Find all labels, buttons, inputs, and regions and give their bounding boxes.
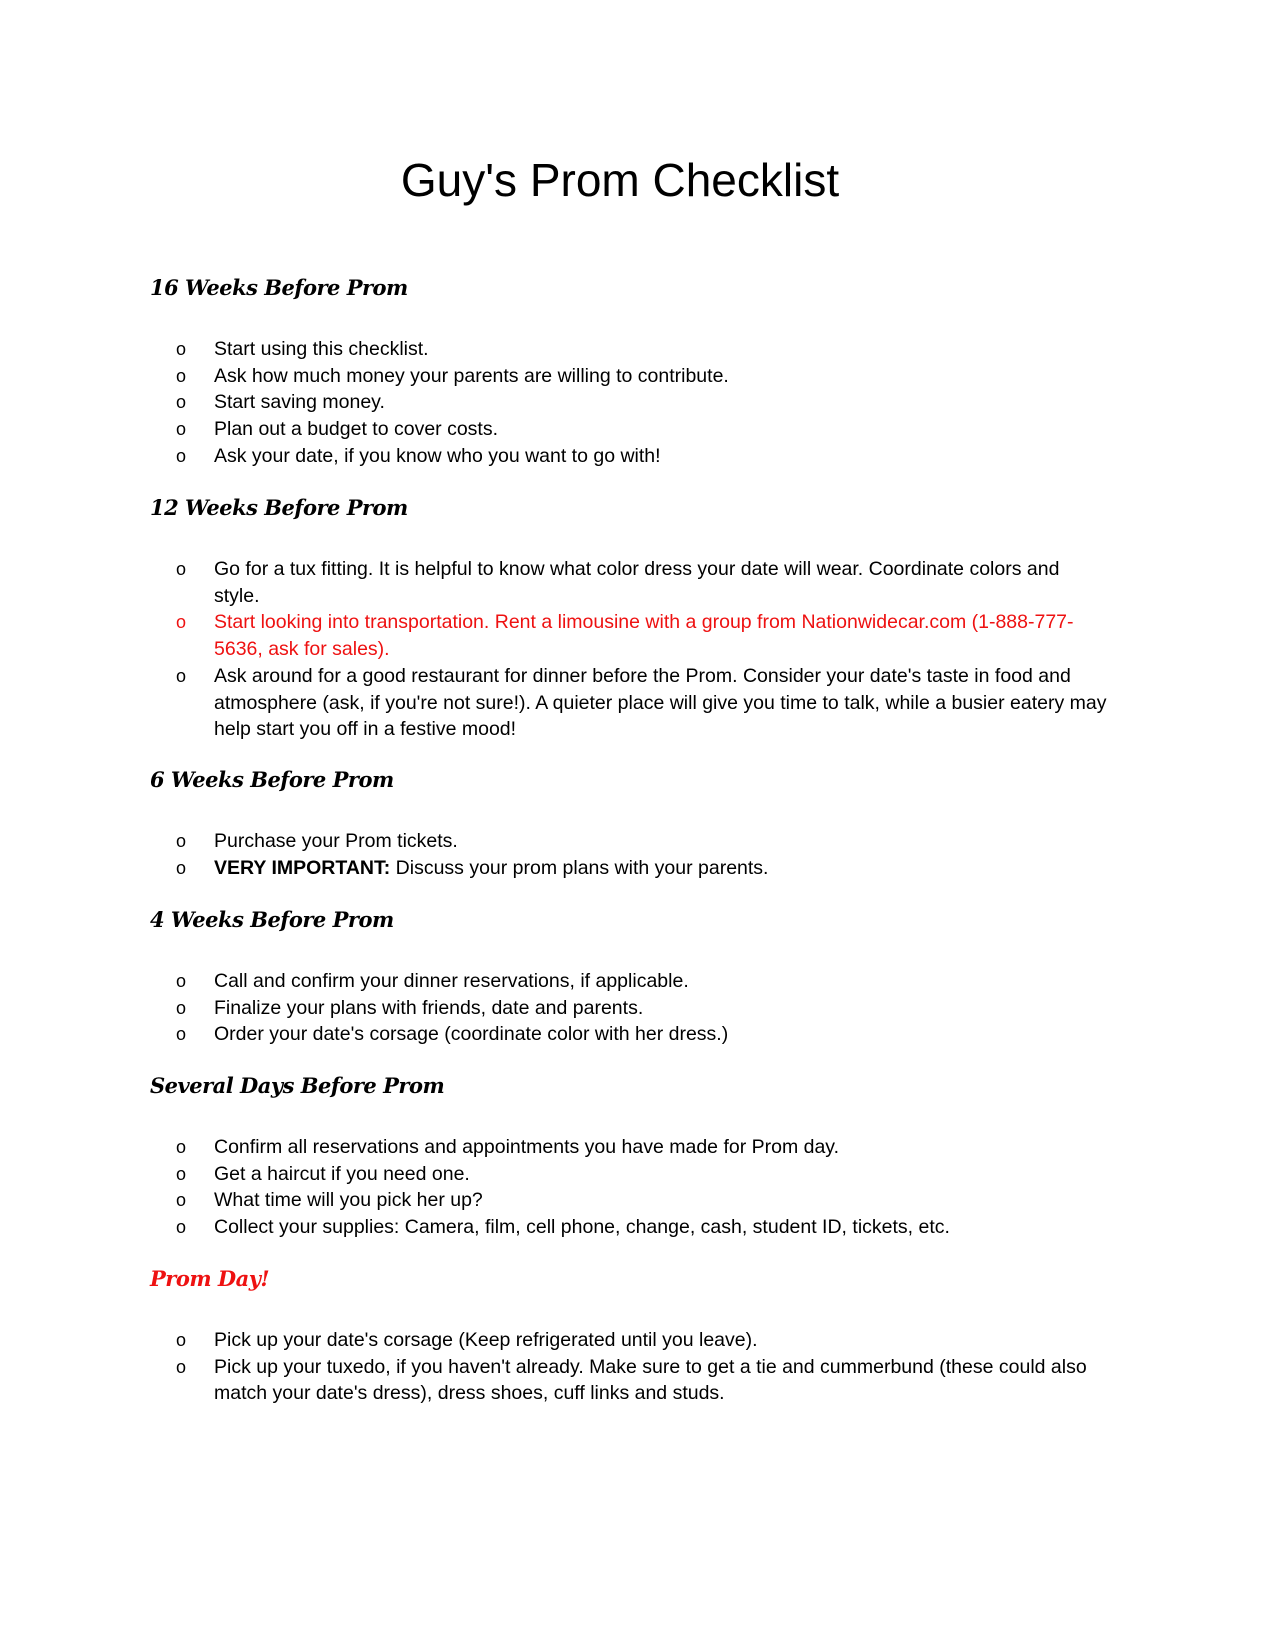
- checklist-item: o Call and confirm your dinner reservations, if applicable.: [150, 968, 1110, 995]
- checklist: [150, 828, 1110, 881]
- section-several-days: [150, 1072, 1110, 1241]
- checklist-item: o Plan out a budget to cover costs.: [150, 416, 1110, 443]
- section-4-weeks: [150, 906, 1110, 1048]
- bullet-icon: o: [176, 857, 187, 878]
- checklist-item: o Purchase your Prom tickets.: [150, 828, 1110, 855]
- checklist-item: o Get a haircut if you need one.: [150, 1161, 1110, 1188]
- bullet-icon: o: [176, 339, 187, 359]
- bullet-icon: o: [176, 612, 187, 633]
- checklist-item: o Start using this checklist.: [150, 336, 1110, 363]
- section-6-weeks: [150, 766, 1110, 881]
- checklist-item: o Go for a tux fitting. It is helpful to know what color dress your date will wear. Coordinate colors and style.: [176, 558, 1060, 607]
- section-heading: 16 Weeks Before Prom: [150, 275, 408, 300]
- bullet-icon: o: [176, 419, 187, 440]
- section-prom-day: [150, 1265, 1110, 1407]
- bullet-icon: o: [176, 1217, 187, 1238]
- bullet-icon: o: [176, 1356, 187, 1377]
- bullet-icon: o: [176, 445, 187, 466]
- bullet-icon: o: [176, 971, 187, 991]
- checklist-item: o VERY IMPORTANT: Discuss your prom plans with your parents.: [150, 855, 1110, 882]
- page-title: Guy's Prom Checklist: [400, 153, 840, 206]
- checklist-item: o Ask how much money your parents are willing to contribute.: [150, 363, 1110, 390]
- checklist: [150, 968, 1110, 1048]
- bullet-icon: o: [176, 831, 187, 851]
- bullet-icon: o: [176, 1163, 187, 1184]
- bullet-icon: o: [176, 665, 187, 686]
- checklist-item: o Ask around for a good restaurant for dinner before the Prom. Consider your date's taste in food and atmosphere (ask, if you're not sure!). A quieter place will give you time to talk, while a busier eatery may help start you off in a festive mood!: [176, 664, 1107, 741]
- bullet-icon: o: [176, 392, 187, 413]
- bullet-icon: o: [176, 1137, 187, 1157]
- section-heading-highlighted: Prom Day!: [150, 1266, 270, 1291]
- checklist-item: o Start saving money.: [150, 389, 1110, 416]
- section-heading: Several Days Before Prom: [150, 1073, 445, 1098]
- checklist-item-highlighted: o Start looking into transportation. Rent a limousine with a group from Nationwidecar.com (1-888-777-5636, ask for sales).: [176, 611, 1074, 661]
- checklist-item: o Order your date's corsage (coordinate color with her dress.): [150, 1021, 1110, 1048]
- checklist: [150, 556, 1110, 743]
- bullet-icon: o: [176, 1330, 187, 1350]
- checklist-item: o What time will you pick her up?: [150, 1187, 1110, 1214]
- checklist-item: o Confirm all reservations and appointments you have made for Prom day.: [150, 1134, 1110, 1161]
- checklist: [150, 1134, 1110, 1241]
- emphasis-label: VERY IMPORTANT:: [214, 856, 391, 879]
- bullet-icon: o: [176, 559, 187, 579]
- section-heading: 6 Weeks Before Prom: [150, 767, 394, 792]
- checklist-item: o Pick up your date's corsage (Keep refrigerated until you leave).: [150, 1327, 1110, 1354]
- section-heading: 4 Weeks Before Prom: [150, 907, 394, 932]
- checklist-item: o Collect your supplies: Camera, film, cell phone, change, cash, student ID, tickets, etc.: [150, 1214, 1110, 1241]
- bullet-icon: o: [176, 997, 187, 1018]
- checklist-item: o Ask your date, if you know who you want to go with!: [150, 443, 1110, 470]
- checklist: [150, 336, 1110, 470]
- section-heading: 12 Weeks Before Prom: [150, 495, 408, 520]
- checklist-item: o Finalize your plans with friends, date and parents.: [150, 995, 1110, 1022]
- bullet-icon: o: [176, 1190, 187, 1211]
- checklist-item: o Pick up your tuxedo, if you haven't already. Make sure to get a tie and cummerbund (these could also match your date's dress), dress shoes, cuff links and studs.: [176, 1355, 1087, 1405]
- bullet-icon: o: [176, 1024, 187, 1045]
- section-16-weeks: [150, 274, 1110, 470]
- section-12-weeks: [150, 494, 1110, 743]
- bullet-icon: o: [176, 365, 187, 386]
- checklist: [150, 1327, 1110, 1407]
